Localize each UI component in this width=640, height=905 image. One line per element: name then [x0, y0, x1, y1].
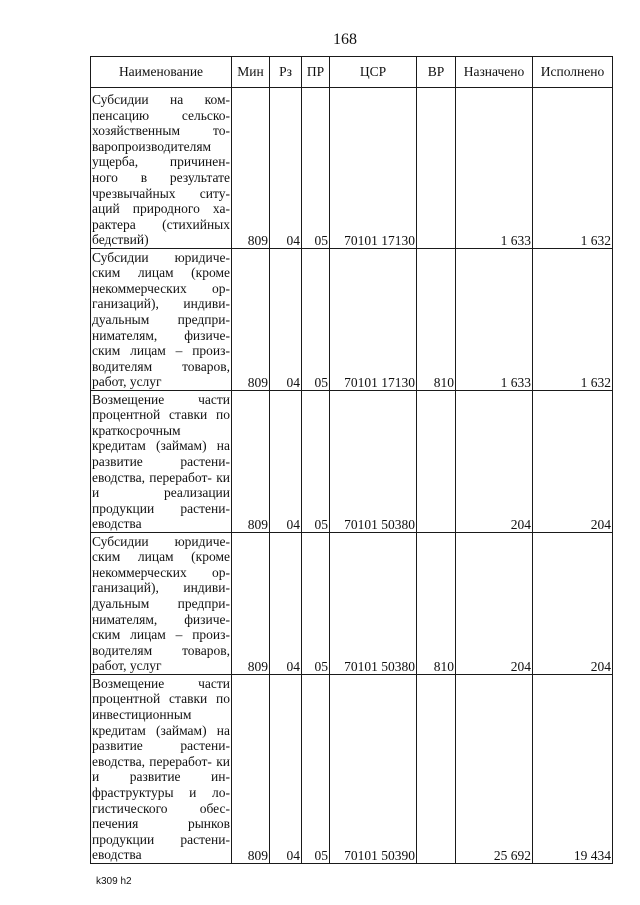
row-name-line: Субсидии на ком-	[92, 92, 230, 108]
row-name	[91, 675, 232, 864]
header-rz: Рз	[270, 57, 302, 88]
page-number: 168	[333, 31, 357, 48]
header-name: Наименование	[91, 57, 232, 88]
row-executed: 204	[533, 391, 613, 533]
row-vr	[417, 391, 456, 533]
header-min: Мин	[232, 57, 270, 88]
row-vr: 810	[417, 533, 456, 675]
row-pr: 05	[302, 675, 330, 864]
row-name-line: дуальным предпри-	[92, 312, 230, 328]
row-rz: 04	[270, 249, 302, 391]
row-min: 809	[232, 249, 270, 391]
row-name-line: Возмещение части	[92, 675, 230, 691]
row-assigned: 204	[456, 533, 533, 675]
row-name-line: ским лицам – произ-	[92, 627, 230, 643]
row-csr: 70101 50380	[330, 391, 417, 533]
row-name-line: ки и реализации	[92, 469, 231, 501]
row-name-line: продукции растени-	[92, 831, 230, 847]
row-csr: 70101 50390	[330, 675, 417, 864]
table-header-row	[91, 57, 613, 88]
row-name-line: хозяйственным то-	[92, 123, 230, 139]
row-name-line: Субсидии юридиче-	[92, 533, 230, 549]
row-name-line: на развитие растени-	[92, 438, 230, 470]
row-name-line: Субсидии юридиче-	[92, 249, 230, 265]
footer-code: k309 h2	[96, 876, 132, 887]
row-name-line: аций природного ха-	[92, 201, 230, 217]
row-name	[91, 249, 232, 391]
table-body	[91, 88, 613, 864]
row-name-line: Возмещение части	[92, 391, 230, 407]
row-name-line: продукции растени-	[92, 500, 230, 516]
row-pr: 05	[302, 88, 330, 249]
row-pr: 05	[302, 249, 330, 391]
row-name-line: по краткосрочным	[92, 407, 230, 438]
table-row	[91, 533, 613, 675]
row-assigned: 1 633	[456, 249, 533, 391]
row-executed: 19 434	[533, 675, 613, 864]
row-name	[91, 88, 232, 249]
row-name-line: варопроизводителям	[92, 138, 212, 154]
row-name-line: на развитие растени-	[92, 722, 230, 754]
row-executed: 1 632	[533, 88, 613, 249]
row-name-line: ским лицам (кроме	[92, 265, 230, 281]
row-name-line: ного в результате	[92, 170, 230, 186]
row-min: 809	[232, 88, 270, 249]
row-name-line: еводства, переработ-	[92, 469, 212, 485]
table-row	[91, 675, 613, 864]
row-name-line: фраструктуры и ло-	[92, 785, 230, 801]
row-pr: 05	[302, 391, 330, 533]
header-assigned: Назначено	[456, 57, 533, 88]
row-name-line: водителям товаров,	[92, 642, 230, 658]
row-csr: 70101 17130	[330, 88, 417, 249]
row-assigned: 204	[456, 391, 533, 533]
row-name-line: рактера (стихийных	[92, 216, 230, 232]
row-min: 809	[232, 533, 270, 675]
row-name-line: процентной ставки	[92, 691, 208, 707]
row-name-line: ским лицам (кроме	[92, 549, 230, 565]
row-name-line: чрезвычайных ситу-	[92, 185, 230, 201]
row-name-line: кредитам (займам)	[92, 438, 207, 454]
header-vr: ВР	[417, 57, 456, 88]
row-rz: 04	[270, 88, 302, 249]
row-name-line: еводства	[92, 847, 142, 863]
row-name-line: гистического обес-	[92, 800, 230, 816]
row-min: 809	[232, 675, 270, 864]
row-name-line: ущерба, причинен-	[92, 154, 230, 170]
header-pr: ПР	[302, 57, 330, 88]
row-name-line: ки и развитие ин-	[92, 753, 231, 785]
row-name-line: процентной ставки	[92, 407, 208, 423]
row-name-line: дуальным предпри-	[92, 596, 230, 612]
row-name-line: нимателям, физиче-	[92, 327, 230, 343]
row-executed: 204	[533, 533, 613, 675]
row-name-line: ганизаций), индиви-	[92, 296, 230, 312]
row-name-line: бедствий)	[92, 232, 149, 248]
row-name	[91, 533, 232, 675]
row-assigned: 1 633	[456, 88, 533, 249]
row-name-line: некоммерческих ор-	[92, 280, 230, 296]
row-executed: 1 632	[533, 249, 613, 391]
row-vr	[417, 88, 456, 249]
row-name-line: кредитам (займам)	[92, 722, 207, 738]
row-name-line: печения рынков	[92, 816, 230, 832]
row-name-line: ским лицам – произ-	[92, 343, 230, 359]
row-rz: 04	[270, 533, 302, 675]
row-vr	[417, 675, 456, 864]
table-row	[91, 88, 613, 249]
row-name-line: ганизаций), индиви-	[92, 580, 230, 596]
header-executed: Исполнено	[533, 57, 613, 88]
row-name-line: еводства	[92, 516, 142, 532]
budget-table	[90, 56, 613, 864]
row-min: 809	[232, 391, 270, 533]
row-vr: 810	[417, 249, 456, 391]
row-csr: 70101 50380	[330, 533, 417, 675]
row-pr: 05	[302, 533, 330, 675]
row-name-line: работ, услуг	[92, 374, 162, 390]
row-name-line: нимателям, физиче-	[92, 611, 230, 627]
row-assigned: 25 692	[456, 675, 533, 864]
row-name-line: еводства, переработ-	[92, 753, 212, 769]
row-name-line: некоммерческих ор-	[92, 564, 230, 580]
row-rz: 04	[270, 391, 302, 533]
table-row	[91, 249, 613, 391]
row-name-line: по инвестиционным	[92, 691, 230, 723]
row-name	[91, 391, 232, 533]
header-csr: ЦСР	[330, 57, 417, 88]
row-rz: 04	[270, 675, 302, 864]
table-row	[91, 391, 613, 533]
row-name-line: пенсацию сельско-	[92, 107, 230, 123]
row-name-line: водителям товаров,	[92, 358, 230, 374]
row-csr: 70101 17130	[330, 249, 417, 391]
row-name-line: работ, услуг	[92, 658, 162, 674]
